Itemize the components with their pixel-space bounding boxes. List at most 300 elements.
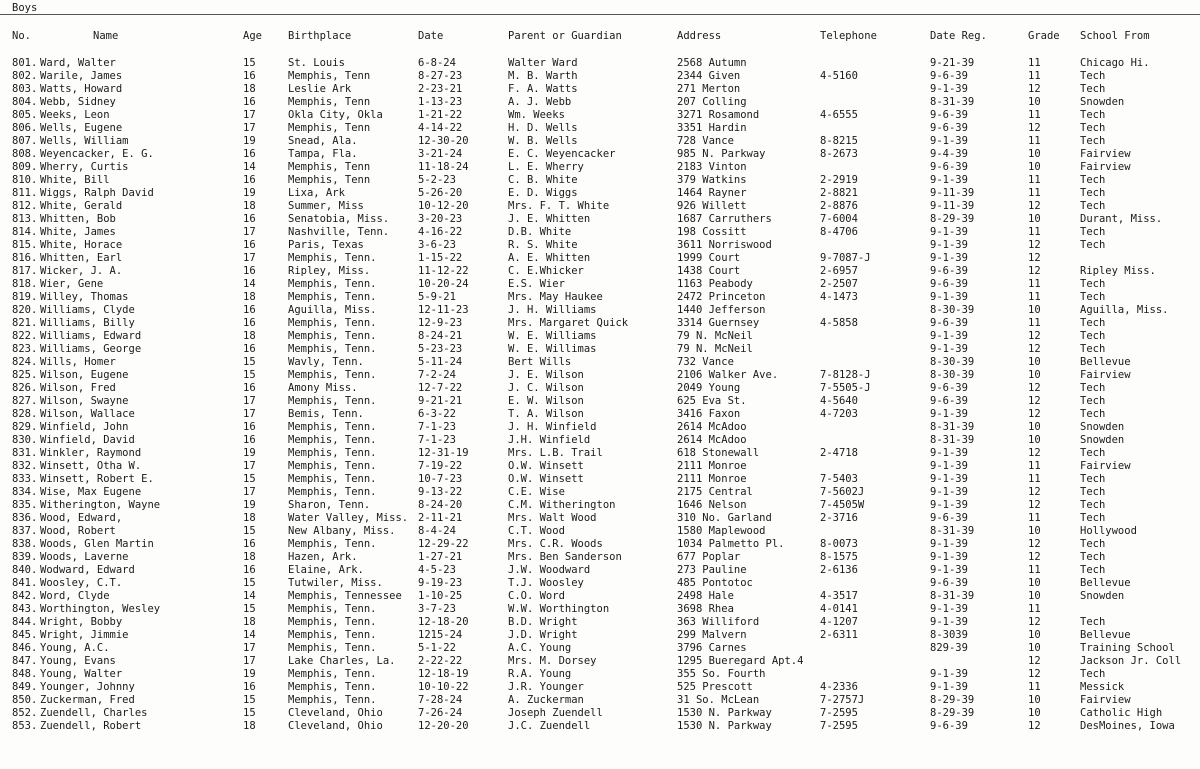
cell-date-reg: 9-6-39 [930,265,968,277]
cell-parent: J. C. Wilson [508,382,584,394]
cell-school-from: Tech [1080,616,1106,628]
cell-grade: 12 [1028,447,1041,459]
cell-name: Wilson, Wallace [40,408,135,420]
cell-date: 12-31-19 [418,447,469,459]
cell-birthplace: Memphis, Tenn. [288,629,377,641]
table-row [0,577,1200,590]
cell-name: Williams, Edward [40,330,142,342]
cell-parent: H. D. Wells [508,122,578,134]
cell-date-reg: 9-6-39 [930,577,968,589]
cell-date: 11-18-24 [418,161,469,173]
table-row [0,122,1200,135]
cell-date: 8-27-23 [418,70,463,82]
cell-date-reg: 8-29-39 [930,213,975,225]
cell-date: 3-20-23 [418,213,463,225]
cell-school-from: Bellevue [1080,356,1131,368]
cell-parent: Bert Wills [508,356,572,368]
cell-parent: Mrs. Ben Sanderson [508,551,622,563]
cell-birthplace: Memphis, Tenn. [288,694,377,706]
table-row [0,655,1200,668]
cell-age: 15 [243,577,256,589]
cell-name: Warile, James [40,70,123,82]
table-row [0,109,1200,122]
cell-grade: 11 [1028,564,1041,576]
table-row [0,382,1200,395]
cell-parent: O.W. Winsett [508,460,584,472]
cell-name: Winsett, Robert E. [40,473,154,485]
cell-date-reg: 9-6-39 [930,161,968,173]
cell-number: 832. [12,460,38,472]
cell-parent: A. E. Whitten [508,252,591,264]
cell-age: 16 [243,681,256,693]
cell-telephone: 7-5602J [820,486,865,498]
cell-date: 5-1-22 [418,642,456,654]
cell-date-reg: 9-21-39 [930,57,975,69]
cell-age: 17 [243,655,256,667]
cell-school-from: Tech [1080,395,1106,407]
cell-parent: A.C. Young [508,642,572,654]
cell-date-reg: 8-31-39 [930,434,975,446]
cell-age: 15 [243,525,256,537]
cell-school-from: Tech [1080,135,1106,147]
cell-number: 803. [12,83,38,95]
cell-school-from: Tech [1080,239,1106,251]
cell-date: 7-28-24 [418,694,463,706]
table-row [0,629,1200,642]
cell-grade: 12 [1028,330,1041,342]
cell-address: 79 N. McNeil [677,330,753,342]
cell-name: White, Horace [40,239,123,251]
cell-telephone: 4-1473 [820,291,858,303]
table-row [0,447,1200,460]
cell-name: Word, Clyde [40,590,110,602]
cell-age: 18 [243,512,256,524]
cell-grade: 11 [1028,317,1041,329]
cell-school-from: Catholic High [1080,707,1163,719]
cell-age: 18 [243,291,256,303]
cell-date: 3-7-23 [418,603,456,615]
cell-age: 16 [243,382,256,394]
cell-date: 9-21-21 [418,395,463,407]
cell-birthplace: Nashville, Tenn. [288,226,390,238]
cell-parent: B.D. Wright [508,616,578,628]
cell-address: 2183 Vinton [677,161,747,173]
cell-date: 12-30-20 [418,135,469,147]
header-date: Date [418,30,444,42]
cell-birthplace: Memphis, Tenn [288,122,371,134]
cell-age: 18 [243,200,256,212]
table-row [0,369,1200,382]
cell-age: 14 [243,590,256,602]
cell-birthplace: Memphis, Tennessee [288,590,402,602]
cell-date-reg: 9-1-39 [930,83,968,95]
cell-parent: W. E. Williams [508,330,597,342]
cell-address: 2111 Monroe [677,473,747,485]
cell-address: 2049 Young [677,382,741,394]
cell-date-reg: 9-1-39 [930,330,968,342]
cell-grade: 11 [1028,174,1041,186]
cell-number: 813. [12,213,38,225]
cell-address: 2614 McAdoo [677,421,747,433]
cell-birthplace: Memphis, Tenn [288,161,371,173]
cell-telephone: 4-1207 [820,616,858,628]
cell-birthplace: Snead, Ala. [288,135,358,147]
cell-number: 811. [12,187,38,199]
cell-school-from: Fairview [1080,161,1131,173]
cell-parent: J.D. Wright [508,629,578,641]
cell-address: 31 So. McLean [677,694,760,706]
cell-address: 485 Pontotoc [677,577,753,589]
cell-date: 1-15-22 [418,252,463,264]
cell-grade: 10 [1028,694,1041,706]
cell-grade: 12 [1028,239,1041,251]
cell-age: 16 [243,96,256,108]
cell-date-reg: 9-6-39 [930,512,968,524]
header-address: Address [677,30,722,42]
table-row [0,590,1200,603]
cell-birthplace: Memphis, Tenn. [288,473,377,485]
cell-school-from: Tech [1080,317,1106,329]
cell-birthplace: Memphis, Tenn. [288,278,377,290]
cell-telephone: 4-0141 [820,603,858,615]
cell-parent: M. B. Warth [508,70,578,82]
cell-date: 2-23-21 [418,83,463,95]
cell-school-from: Tech [1080,668,1106,680]
cell-parent: J.W. Woodward [508,564,591,576]
cell-address: 3796 Carnes [677,642,747,654]
cell-grade: 11 [1028,512,1041,524]
cell-date: 10-20-24 [418,278,469,290]
cell-grade: 12 [1028,655,1041,667]
table-row [0,343,1200,356]
cell-telephone: 4-2336 [820,681,858,693]
header-age: Age [243,30,262,42]
cell-number: 809. [12,161,38,173]
cell-name: Woods, Laverne [40,551,129,563]
cell-name: Wodward, Edward [40,564,135,576]
cell-parent: J.C. Zuendell [508,720,591,732]
cell-name: Wherry, Curtis [40,161,129,173]
cell-parent: C.T. Wood [508,525,565,537]
top-rule [0,14,1200,15]
cell-parent: F. A. Watts [508,83,578,95]
table-row [0,304,1200,317]
cell-birthplace: Memphis, Tenn. [288,330,377,342]
cell-grade: 12 [1028,395,1041,407]
cell-name: Witherington, Wayne [40,499,161,511]
cell-telephone: 2-3716 [820,512,858,524]
cell-birthplace: Tutwiler, Miss. [288,577,383,589]
cell-telephone: 7-8128-J [820,369,871,381]
cell-name: White, Gerald [40,200,123,212]
cell-parent: J. E. Wilson [508,369,584,381]
cell-school-from: Fairview [1080,369,1131,381]
cell-date: 9-19-23 [418,577,463,589]
cell-school-from: Fairview [1080,694,1131,706]
cell-school-from: Tech [1080,122,1106,134]
cell-parent: W.W. Worthington [508,603,610,615]
cell-telephone: 2-4718 [820,447,858,459]
cell-number: 824. [12,356,38,368]
table-row [0,200,1200,213]
cell-date-reg: 9-1-39 [930,447,968,459]
cell-parent: O.W. Winsett [508,473,584,485]
cell-parent: C.E. Wise [508,486,565,498]
cell-age: 17 [243,122,256,134]
cell-date: 7-2-24 [418,369,456,381]
table-header [0,30,1200,44]
cell-name: Whitten, Bob [40,213,116,225]
cell-date-reg: 9-1-39 [930,668,968,680]
cell-date: 8-4-24 [418,525,456,537]
cell-age: 15 [243,603,256,615]
cell-address: 1530 N. Parkway [677,720,772,732]
cell-grade: 12 [1028,122,1041,134]
cell-age: 18 [243,551,256,563]
cell-name: Watts, Howard [40,83,123,95]
cell-date: 5-23-23 [418,343,463,355]
cell-telephone: 8-1575 [820,551,858,563]
cell-school-from: Tech [1080,226,1106,238]
cell-grade: 10 [1028,707,1041,719]
cell-address: 1646 Nelson [677,499,747,511]
cell-parent: C. B. White [508,174,578,186]
cell-number: 810. [12,174,38,186]
cell-school-from: Tech [1080,291,1106,303]
cell-birthplace: Elaine, Ark. [288,564,364,576]
cell-number: 819. [12,291,38,303]
cell-date-reg: 829-39 [930,642,968,654]
cell-birthplace: Memphis, Tenn. [288,668,377,680]
cell-age: 18 [243,83,256,95]
table-row [0,551,1200,564]
cell-number: 822. [12,330,38,342]
cell-birthplace: Memphis, Tenn. [288,642,377,654]
cell-age: 15 [243,57,256,69]
cell-date-reg: 9-1-39 [930,681,968,693]
cell-telephone: 8-2673 [820,148,858,160]
cell-date: 3-6-23 [418,239,456,251]
table-row [0,174,1200,187]
cell-school-from: Snowden [1080,421,1125,433]
cell-school-from: Training School [1080,642,1175,654]
cell-date-reg: 9-1-39 [930,564,968,576]
cell-number: 806. [12,122,38,134]
cell-number: 801. [12,57,38,69]
cell-address: 2106 Walker Ave. [677,369,779,381]
cell-date-reg: 9-11-39 [930,187,975,199]
header-school-from: School From [1080,30,1150,42]
cell-school-from: Fairview [1080,460,1131,472]
cell-age: 17 [243,252,256,264]
cell-address: 3351 Hardin [677,122,747,134]
table-row [0,616,1200,629]
table-row [0,473,1200,486]
cell-birthplace: Senatobia, Miss. [288,213,390,225]
cell-date-reg: 8-30-39 [930,356,975,368]
cell-name: Wells, William [40,135,129,147]
cell-birthplace: Memphis, Tenn [288,70,371,82]
cell-grade: 12 [1028,538,1041,550]
cell-age: 17 [243,226,256,238]
cell-telephone: 8-8215 [820,135,858,147]
cell-grade: 10 [1028,421,1041,433]
cell-telephone: 2-2507 [820,278,858,290]
cell-school-from: Tech [1080,486,1106,498]
cell-age: 17 [243,109,256,121]
cell-school-from: Tech [1080,564,1106,576]
cell-parent: R. S. White [508,239,578,251]
cell-birthplace: Sharon, Tenn. [288,499,371,511]
cell-address: 1530 N. Parkway [677,707,772,719]
cell-date-reg: 9-1-39 [930,291,968,303]
cell-telephone: 2-6136 [820,564,858,576]
cell-name: Whitten, Earl [40,252,123,264]
cell-school-from: Tech [1080,473,1106,485]
cell-grade: 11 [1028,187,1041,199]
cell-address: 3698 Rhea [677,603,734,615]
cell-school-from: Tech [1080,447,1106,459]
cell-name: Webb, Sidney [40,96,116,108]
cell-number: 805. [12,109,38,121]
cell-name: Wicker, J. A. [40,265,123,277]
cell-name: Wood, Edward, [40,512,123,524]
table-row [0,148,1200,161]
cell-school-from: Durant, Miss. [1080,213,1163,225]
cell-address: 198 Cossitt [677,226,747,238]
cell-telephone: 4-7203 [820,408,858,420]
cell-grade: 11 [1028,57,1041,69]
cell-parent: D.B. White [508,226,572,238]
cell-birthplace: Memphis, Tenn. [288,538,377,550]
cell-parent: J. E. Whitten [508,213,591,225]
cell-date: 12-18-20 [418,616,469,628]
cell-number: 853. [12,720,38,732]
cell-date-reg: 9-4-39 [930,148,968,160]
cell-name: White, Bill [40,174,110,186]
cell-age: 15 [243,694,256,706]
cell-school-from: Jackson Jr. Coll [1080,655,1182,667]
table-row [0,252,1200,265]
student-table [0,57,1200,733]
cell-address: 79 N. McNeil [677,343,753,355]
cell-parent: C. E.Whicker [508,265,584,277]
cell-number: 839. [12,551,38,563]
table-row [0,226,1200,239]
cell-date: 4-5-23 [418,564,456,576]
cell-age: 16 [243,421,256,433]
cell-school-from: Chicago Hi. [1080,57,1150,69]
cell-number: 834. [12,486,38,498]
cell-address: 2568 Autumn [677,57,747,69]
cell-age: 16 [243,174,256,186]
table-row [0,421,1200,434]
table-row [0,83,1200,96]
cell-name: Williams, George [40,343,142,355]
cell-address: 1438 Court [677,265,741,277]
cell-school-from: Bellevue [1080,577,1131,589]
table-row [0,668,1200,681]
cell-birthplace: Memphis, Tenn. [288,460,377,472]
cell-name: Willey, Thomas [40,291,129,303]
cell-date: 1-13-23 [418,96,463,108]
cell-date-reg: 9-1-39 [930,473,968,485]
cell-age: 16 [243,265,256,277]
cell-school-from: Tech [1080,83,1106,95]
cell-date: 6-8-24 [418,57,456,69]
cell-parent: C.M. Witherington [508,499,616,511]
cell-address: 1999 Court [677,252,741,264]
cell-number: 846. [12,642,38,654]
table-row [0,317,1200,330]
cell-grade: 12 [1028,551,1041,563]
cell-birthplace: Leslie Ark [288,83,352,95]
cell-name: Weyencacker, E. G. [40,148,154,160]
cell-address: 2175 Central [677,486,753,498]
cell-date: 12-11-23 [418,304,469,316]
cell-age: 17 [243,395,256,407]
cell-address: 207 Colling [677,96,747,108]
cell-age: 17 [243,642,256,654]
cell-birthplace: Paris, Texas [288,239,364,251]
cell-grade: 12 [1028,382,1041,394]
cell-parent: R.A. Young [508,668,572,680]
cell-name: White, James [40,226,116,238]
cell-telephone: 7-6004 [820,213,858,225]
cell-birthplace: Aguilla, Miss. [288,304,377,316]
cell-date: 12-7-22 [418,382,463,394]
cell-birthplace: Cleveland, Ohio [288,707,383,719]
cell-age: 17 [243,408,256,420]
cell-parent: W. B. Wells [508,135,578,147]
cell-grade: 11 [1028,109,1041,121]
cell-name: Zuendell, Charles [40,707,148,719]
cell-school-from: Tech [1080,538,1106,550]
header-telephone: Telephone [820,30,877,42]
cell-date: 6-3-22 [418,408,456,420]
cell-number: 807. [12,135,38,147]
cell-parent: E. W. Wilson [508,395,584,407]
section-label: Boys [12,2,38,14]
cell-birthplace: Wavly, Tenn. [288,356,364,368]
cell-address: 3611 Norriswood [677,239,772,251]
cell-birthplace: Okla City, Okla [288,109,383,121]
cell-number: 849. [12,681,38,693]
cell-school-from: Tech [1080,330,1106,342]
cell-school-from: Aguilla, Miss. [1080,304,1169,316]
cell-name: Winkler, Raymond [40,447,142,459]
cell-school-from: Tech [1080,551,1106,563]
table-row [0,239,1200,252]
cell-address: 3271 Rosamond [677,109,760,121]
cell-date-reg: 9-6-39 [930,317,968,329]
cell-parent: T.J. Woosley [508,577,584,589]
cell-address: 728 Vance [677,135,734,147]
cell-telephone: 7-2757J [820,694,865,706]
cell-telephone: 2-2919 [820,174,858,186]
cell-telephone: 2-6957 [820,265,858,277]
cell-date-reg: 9-11-39 [930,200,975,212]
cell-date: 8-24-20 [418,499,463,511]
cell-school-from: Ripley Miss. [1080,265,1156,277]
cell-school-from: Tech [1080,512,1106,524]
table-row [0,96,1200,109]
table-row [0,512,1200,525]
cell-parent: Joseph Zuendell [508,707,603,719]
cell-grade: 12 [1028,252,1041,264]
cell-name: Young, A.C. [40,642,110,654]
cell-date: 12-18-19 [418,668,469,680]
